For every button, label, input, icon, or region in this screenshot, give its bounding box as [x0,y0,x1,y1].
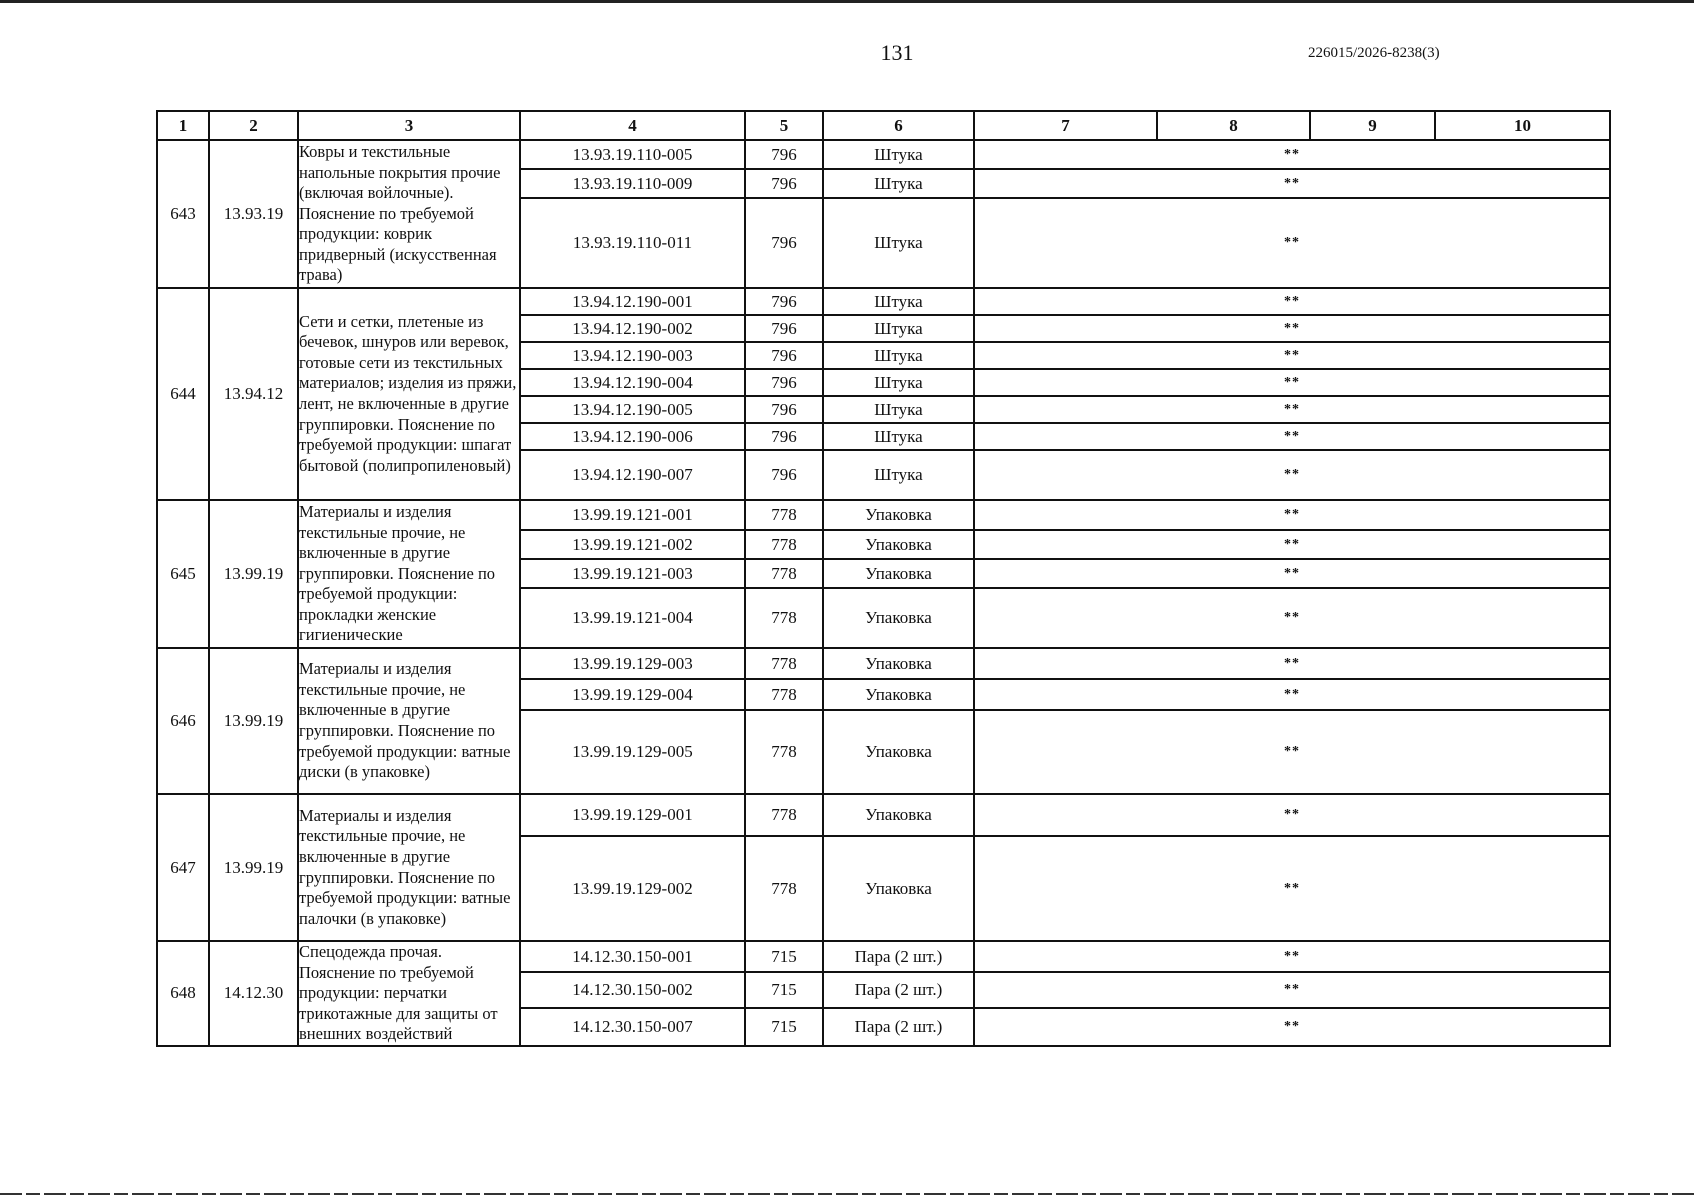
merged-mark: ** [974,588,1610,648]
column-header: 9 [1310,111,1435,140]
product-description: Спецодежда прочая. Пояснение по требуемой продукции: перчатки трикотажные для защиты от внешних воздействий [298,941,520,1046]
column-header: 7 [974,111,1157,140]
merged-mark: ** [974,288,1610,315]
unit-name: Упаковка [823,710,974,794]
ktru-code: 13.94.12.190-002 [520,315,745,342]
column-header: 6 [823,111,974,140]
position-number: 643 [157,140,209,288]
okei-code: 778 [745,648,823,679]
ktru-code: 13.94.12.190-001 [520,288,745,315]
merged-mark: ** [974,530,1610,559]
merged-mark: ** [974,836,1610,941]
merged-mark: ** [974,710,1610,794]
okei-code: 778 [745,679,823,710]
ktru-code: 13.94.12.190-006 [520,423,745,450]
unit-name: Упаковка [823,648,974,679]
product-description: Материалы и изделия текстильные прочие, не включенные в другие группировки. Пояснение по требуемой продукции: ватные диски (в упаковке) [298,648,520,794]
okei-code: 778 [745,530,823,559]
unit-name: Упаковка [823,679,974,710]
merged-mark: ** [974,648,1610,679]
unit-name: Штука [823,315,974,342]
unit-name: Пара (2 шт.) [823,1008,974,1046]
ktru-code: 14.12.30.150-001 [520,941,745,972]
table-row [157,794,1610,836]
unit-name: Штука [823,140,974,169]
okei-code: 796 [745,423,823,450]
okpd-code: 13.99.19 [209,648,298,794]
okpd-code: 14.12.30 [209,941,298,1046]
position-number: 644 [157,288,209,500]
okei-code: 778 [745,710,823,794]
unit-name: Упаковка [823,530,974,559]
okei-code: 796 [745,169,823,198]
okei-code: 778 [745,500,823,530]
column-header: 1 [157,111,209,140]
bottom-scan-edge [0,1193,1694,1195]
unit-name: Упаковка [823,559,974,588]
okei-code: 715 [745,972,823,1008]
unit-name: Штука [823,423,974,450]
ktru-code: 13.99.19.129-003 [520,648,745,679]
unit-name: Штука [823,169,974,198]
unit-name: Штука [823,396,974,423]
ktru-code: 14.12.30.150-007 [520,1008,745,1046]
column-header: 10 [1435,111,1610,140]
position-number: 648 [157,941,209,1046]
okei-code: 796 [745,198,823,288]
column-header: 8 [1157,111,1310,140]
unit-name: Штука [823,198,974,288]
unit-name: Штука [823,450,974,500]
ktru-code: 13.94.12.190-004 [520,369,745,396]
position-number: 646 [157,648,209,794]
merged-mark: ** [974,500,1610,530]
ktru-code: 13.94.12.190-007 [520,450,745,500]
header-row [157,111,1610,140]
ktru-code: 13.99.19.121-003 [520,559,745,588]
okpd-code: 13.94.12 [209,288,298,500]
table-row [157,648,1610,679]
okei-code: 778 [745,559,823,588]
okei-code: 778 [745,836,823,941]
column-header: 3 [298,111,520,140]
unit-name: Штука [823,369,974,396]
table-row [157,140,1610,169]
unit-name: Упаковка [823,588,974,648]
okei-code: 796 [745,369,823,396]
column-header: 2 [209,111,298,140]
product-description: Сети и сетки, плетеные из бечевок, шнуров или веревок, готовые сети из текстильных материалов; изделия из пряжи, лент, не включенные в другие группировки. Пояснение по требуемой продукции: шпагат бытовой (полипропиленовый) [298,288,520,500]
ktru-code: 13.99.19.129-002 [520,836,745,941]
ktru-code: 13.94.12.190-003 [520,342,745,369]
merged-mark: ** [974,396,1610,423]
document-code: 226015/2026-8238(3) [1308,45,1440,61]
column-header: 4 [520,111,745,140]
ktru-code: 13.99.19.121-004 [520,588,745,648]
okei-code: 778 [745,794,823,836]
okei-code: 778 [745,588,823,648]
merged-mark: ** [974,972,1610,1008]
okei-code: 715 [745,1008,823,1046]
merged-mark: ** [974,679,1610,710]
unit-name: Штука [823,288,974,315]
merged-mark: ** [974,450,1610,500]
ktru-code: 13.99.19.121-001 [520,500,745,530]
merged-mark: ** [974,559,1610,588]
unit-name: Упаковка [823,794,974,836]
ktru-code: 13.93.19.110-011 [520,198,745,288]
unit-name: Пара (2 шт.) [823,972,974,1008]
merged-mark: ** [974,315,1610,342]
ktru-code: 13.99.19.129-005 [520,710,745,794]
merged-mark: ** [974,794,1610,836]
product-description: Материалы и изделия текстильные прочие, не включенные в другие группировки. Пояснение по требуемой продукции: ватные палочки (в упаковке) [298,794,520,941]
column-header: 5 [745,111,823,140]
merged-mark: ** [974,198,1610,288]
merged-mark: ** [974,423,1610,450]
merged-mark: ** [974,169,1610,198]
table-row [157,941,1610,972]
okpd-code: 13.99.19 [209,794,298,941]
merged-mark: ** [974,342,1610,369]
products-table [156,110,1611,1047]
merged-mark: ** [974,1008,1610,1046]
ktru-code: 13.99.19.121-002 [520,530,745,559]
table-row [157,288,1610,315]
ktru-code: 13.93.19.110-005 [520,140,745,169]
merged-mark: ** [974,140,1610,169]
unit-name: Упаковка [823,836,974,941]
okpd-code: 13.99.19 [209,500,298,648]
product-description: Ковры и текстильные напольные покрытия прочие (включая войлочные). Пояснение по требуемой продукции: коврик придверный (искусственная трава) [298,140,520,288]
position-number: 647 [157,794,209,941]
okei-code: 796 [745,288,823,315]
unit-name: Пара (2 шт.) [823,941,974,972]
page-number: 131 [880,40,914,65]
position-number: 645 [157,500,209,648]
okei-code: 715 [745,941,823,972]
okei-code: 796 [745,396,823,423]
ktru-code: 13.94.12.190-005 [520,396,745,423]
table-row [157,500,1610,530]
okei-code: 796 [745,315,823,342]
merged-mark: ** [974,369,1610,396]
okei-code: 796 [745,140,823,169]
ktru-code: 13.93.19.110-009 [520,169,745,198]
unit-name: Упаковка [823,500,974,530]
top-border-line [0,0,1694,3]
ktru-code: 13.99.19.129-004 [520,679,745,710]
merged-mark: ** [974,941,1610,972]
product-description: Материалы и изделия текстильные прочие, не включенные в другие группировки. Пояснение по требуемой продукции: прокладки женские гигиенические [298,500,520,648]
ktru-code: 14.12.30.150-002 [520,972,745,1008]
unit-name: Штука [823,342,974,369]
okpd-code: 13.93.19 [209,140,298,288]
okei-code: 796 [745,450,823,500]
ktru-code: 13.99.19.129-001 [520,794,745,836]
okei-code: 796 [745,342,823,369]
